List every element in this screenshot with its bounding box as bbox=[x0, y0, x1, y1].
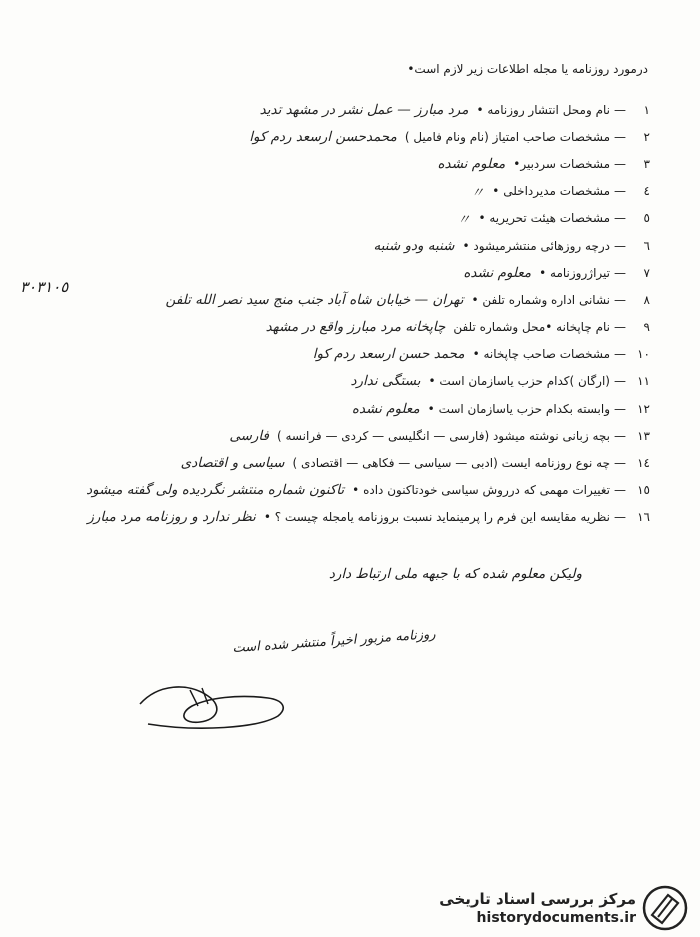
question-number: ٣ bbox=[643, 156, 650, 171]
question-row bbox=[30, 205, 650, 232]
question-row bbox=[20, 278, 650, 313]
question-label: نشانی اداره وشماره تلفن • bbox=[471, 292, 610, 307]
question-row bbox=[30, 232, 650, 259]
question-label: تغییرات مهمی که درروش سیاسی خودتاکنون داده • bbox=[352, 483, 610, 498]
question-row bbox=[30, 150, 650, 177]
question-number: ١٦ bbox=[637, 510, 650, 525]
handwritten-note-2: روزنامه مزبور اخیراً منتشر شده است bbox=[231, 627, 436, 657]
question-number: ٩ bbox=[643, 320, 650, 335]
handwritten-answer: بستگی ندارد bbox=[350, 373, 421, 390]
question-label: بچه زبانی نوشته میشود (فارسی — انگلیسی — کردی — فرانسه ) bbox=[276, 428, 610, 443]
question-dash: — bbox=[614, 374, 626, 389]
form-header: درمورد روزنامه یا مجله اطلاعات زیر لازم است• bbox=[407, 62, 648, 76]
question-number: ١ bbox=[643, 102, 650, 117]
question-label: نام چاپخانه •محل وشماره تلفن bbox=[453, 320, 610, 335]
question-label: مشخصات صاحب امتیاز (نام ونام فامیل ) bbox=[404, 129, 610, 144]
archive-logo-icon bbox=[642, 885, 688, 931]
question-number: ١٥ bbox=[637, 483, 650, 498]
watermark-name: مرکز بررسی اسناد تاریخی bbox=[439, 890, 636, 908]
question-row bbox=[30, 96, 650, 123]
question-dash: — bbox=[614, 347, 626, 362]
question-dash: — bbox=[614, 510, 626, 525]
question-row bbox=[30, 422, 650, 449]
question-dash: — bbox=[614, 238, 626, 253]
question-label: (ارگان )کدام حزب یاسازمان است • bbox=[428, 374, 610, 389]
question-label: مشخصات صاحب چاپخانه • bbox=[472, 347, 610, 362]
handwritten-answer: فارسی bbox=[229, 427, 269, 444]
question-number: ١٢ bbox=[637, 401, 650, 416]
archive-watermark bbox=[439, 885, 688, 931]
question-number: ١١ bbox=[637, 374, 650, 389]
question-row bbox=[30, 123, 650, 150]
watermark-text bbox=[439, 889, 636, 927]
question-number: ٥ bbox=[643, 211, 650, 226]
question-row bbox=[30, 395, 650, 422]
handwritten-answer: معلوم نشده bbox=[463, 264, 532, 281]
handwritten-note-1: ولیکن معلوم شده که با جبهه ملی ارتباط دارد bbox=[328, 566, 582, 582]
question-list bbox=[20, 96, 650, 531]
question-number: ١٠ bbox=[637, 347, 650, 362]
question-label: درچه روزهائی منتشرمیشود • bbox=[462, 238, 610, 253]
question-row bbox=[30, 449, 650, 476]
handwritten-answer: محمدحسن ارسعد ردم کوا bbox=[249, 128, 397, 145]
question-row bbox=[30, 259, 650, 286]
phone-number: ٣٠٣١٠٥ bbox=[20, 278, 69, 297]
question-label: تیراژروزنامه • bbox=[539, 265, 610, 280]
question-dash: — bbox=[614, 184, 626, 199]
question-number: ١٣ bbox=[637, 428, 650, 443]
question-label: چه نوع روزنامه ایست (ادبی — سیاسی — فکاهی — اقتصادی ) bbox=[292, 456, 610, 471]
question-number: ٨ bbox=[643, 292, 650, 307]
question-row bbox=[30, 504, 650, 531]
question-number: ٧ bbox=[643, 265, 650, 280]
handwritten-answer: تهران — خیابان شاه آباد جنب منج سید نصر الله تلفن bbox=[165, 291, 464, 308]
handwritten-answer: تاکنون شماره منتشر نگردیده ولی گفته میشود bbox=[86, 482, 345, 499]
question-dash: — bbox=[614, 292, 626, 307]
handwritten-answer: مرد مبارز — عمل نشر در مشهد تدید bbox=[259, 101, 469, 118]
question-dash: — bbox=[614, 401, 626, 416]
question-row bbox=[30, 477, 650, 504]
question-number: ٢ bbox=[643, 129, 650, 144]
watermark-url: historydocuments.ir bbox=[476, 910, 636, 926]
question-dash: — bbox=[614, 265, 626, 280]
handwritten-answer: 〃 bbox=[456, 212, 471, 229]
question-dash: — bbox=[614, 129, 626, 144]
handwritten-answer: نظر ندارد و روزنامه مرد مبارز bbox=[87, 509, 256, 526]
question-label: نام ومحل انتشار روزنامه • bbox=[476, 102, 610, 117]
question-row bbox=[30, 314, 650, 341]
question-dash: — bbox=[614, 211, 626, 226]
question-label: مشخصات سردبیر• bbox=[513, 156, 610, 171]
handwritten-answer: چاپخانه مرد مبارز واقع در مشهد bbox=[265, 319, 446, 336]
question-number: ٦ bbox=[643, 238, 650, 253]
handwritten-answer: شنبه ودو شنبه bbox=[373, 237, 455, 254]
handwritten-answer: محمد حسن ارسعد ردم کوا bbox=[312, 346, 465, 363]
handwritten-answer: 〃 bbox=[470, 185, 485, 202]
question-row bbox=[30, 341, 650, 368]
question-row bbox=[30, 178, 650, 205]
question-dash: — bbox=[614, 428, 626, 443]
question-number: ١٤ bbox=[637, 456, 650, 471]
handwritten-answer: معلوم نشده bbox=[351, 400, 420, 417]
question-dash: — bbox=[614, 156, 626, 171]
question-dash: — bbox=[614, 483, 626, 498]
question-number: ٤ bbox=[643, 184, 650, 199]
handwritten-answer: معلوم نشده bbox=[437, 155, 506, 172]
question-label: نظریه مقایسه این فرم را پرمینماید نسبت بروزنامه یامجله چیست ؟ • bbox=[263, 510, 610, 525]
question-label: وابسته بکدام حزب یاسازمان است • bbox=[427, 401, 610, 416]
question-dash: — bbox=[614, 456, 626, 471]
question-dash: — bbox=[614, 102, 626, 117]
handwritten-answer: سیاسی و اقتصادی bbox=[180, 455, 285, 472]
question-label: مشخصات مدیرداخلی • bbox=[492, 184, 610, 199]
question-row bbox=[30, 368, 650, 395]
signature-image bbox=[128, 676, 298, 736]
question-dash: — bbox=[614, 320, 626, 335]
question-label: مشخصات هیئت تحریریه • bbox=[478, 211, 610, 226]
